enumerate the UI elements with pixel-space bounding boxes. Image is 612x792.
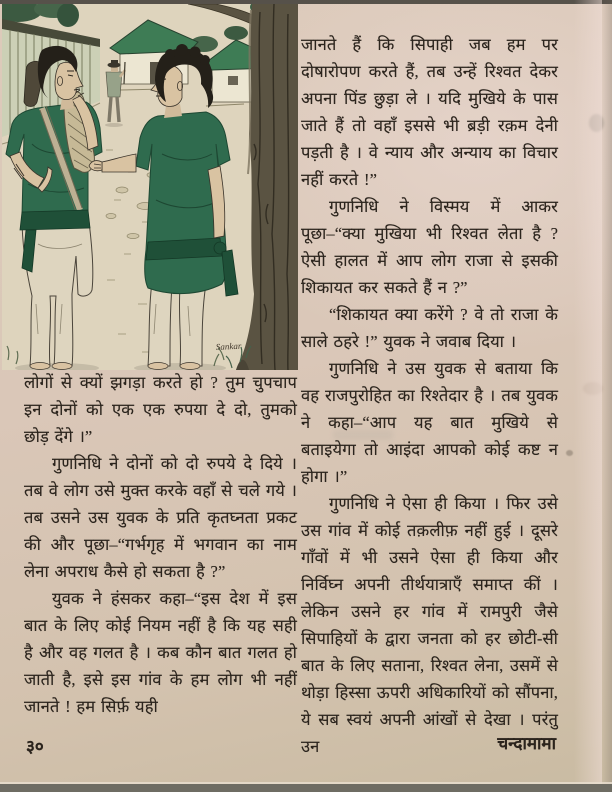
paragraph-right-1: जानते हैं कि सिपाही जब हम पर दोषारोपण करते हैं, तब उन्हें रिश्वत देकर अपना पिंड छुड़ा ले । यदि मुखिये के पास जाते हैं तो वहाँ इससे भी ब्रड़ी रक़म देनी पड़ती है । वे न्याय और अन्याय का विचार नहीं करते !” — [301, 35, 558, 189]
paragraph-right-5: गुणनिधि ने ऐसा ही किया । फिर उसे उस गांव में कोई तक़लीफ़ नहीं हुई । दूसरे गाँवों में भी उसने ऐसा ही किया और निर्विघ्न अपनी तीर्थयात्राएँ समाप्त कीं । लेकिन उसने हर गांव में रामपुरी जैसे सिपाहियों के द्वारा जनता को हर छोटी-सी बात के लिए सताना, रिश्वत लेना, उसमें से थोड़ा हिस्सा ऊपरी अधिकारियों को सौंपना, ये सब स्वयं अपनी आंखों से देखा । परंतु उन — [301, 494, 558, 756]
text-column-left — [24, 369, 297, 720]
paragraph-right-3: “शिकायत क्या करेंगे ? वे तो राजा के साले ठहरे !” युवक ने जवाब दिया । — [301, 305, 558, 351]
text-column-right — [301, 31, 558, 760]
magazine-title: चन्दामामा — [497, 734, 556, 753]
scan-edge-bottom — [0, 784, 612, 792]
page-number: ३० — [26, 737, 44, 756]
illustration-canvas — [2, 4, 298, 370]
scan-edge-right — [602, 0, 612, 792]
paragraph-left-3: युवक ने हंसकर कहा–“इस देश में इस बात के लिए कोई नियम नहीं है कि यह सही है और वह गलत है । कब कौन बात गलत हो जाती है, इसे इस गांव के हम लोग भी नहीं जानते ! हम सिर्फ़ यही — [24, 589, 297, 716]
paragraph-left-2: गुणनिधि ने दोनों को दो रुपये दे दिये । तब वे लोग उसे मुक्त करके वहाँ से चले गये । तब उसने उस युवक के प्रति कृतघ्नता प्रकट की और पूछा–“गर्भगृह में भगवान का नाम लेना अपराध कैसे हो सकता है ?” — [24, 454, 297, 581]
paragraph-right-2: गुणनिधि ने विस्मय में आकर पूछा–“क्या मुखिया भी रिश्वत लेता है ? ऐसी हालत में आप लोग राजा से इसकी शिकायत कर सकते हैं न ?” — [301, 197, 558, 297]
artist-signature: Sankar — [215, 340, 242, 352]
paper-blemish — [566, 450, 573, 456]
paragraph-left-1: लोगों से क्यों झगड़ा करते हो ? तुम चुपचाप इन दोनों को एक एक रुपया दे दो, तुमको छोड़ देंगे ।” — [24, 373, 297, 446]
story-illustration — [2, 4, 298, 370]
page-right-margin — [574, 0, 602, 792]
paragraph-right-4: गुणनिधि ने उस युवक से बताया कि वह राजपुरोहित का रिश्तेदार है । तब युवक ने कहा–“आप यह बात मुखिये से बताइयेगा तो आइंदा आपको कोई कष्ट न होगा ।” — [301, 359, 558, 486]
